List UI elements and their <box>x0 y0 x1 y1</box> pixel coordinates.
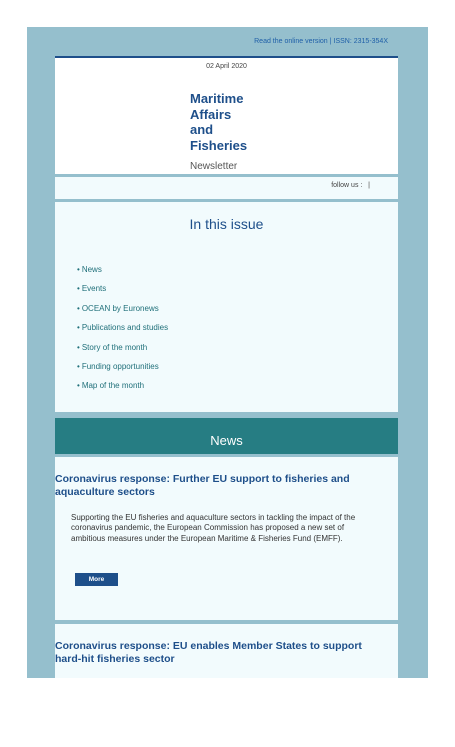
bullet-icon: • <box>77 342 80 352</box>
newsletter-frame <box>27 27 428 678</box>
issue-date: 02 April 2020 <box>206 63 247 70</box>
top-bar <box>27 27 428 55</box>
bullet-icon: • <box>77 323 80 333</box>
top-separator: | <box>329 38 332 45</box>
bullet-icon: • <box>77 284 80 294</box>
issn-text: ISSN: 2315-354X <box>333 38 388 45</box>
in-this-issue-panel <box>55 202 398 412</box>
newsletter-title <box>190 91 247 153</box>
title-line: Maritime <box>190 91 244 106</box>
news-section-band <box>55 418 398 454</box>
issue-link-funding[interactable]: • Funding opportunities <box>77 361 159 371</box>
issue-link-ocean[interactable]: • OCEAN by Euronews <box>77 303 159 313</box>
issue-list <box>77 265 168 401</box>
title-line: Affairs <box>190 106 232 122</box>
online-version-link[interactable]: Read the online version <box>254 38 328 45</box>
follow-bar <box>55 177 398 199</box>
in-this-issue-heading: In this issue <box>189 216 264 232</box>
bullet-icon: • <box>77 361 80 371</box>
newsletter-header <box>55 56 398 174</box>
bullet-icon: • <box>77 381 80 391</box>
issue-link-news[interactable]: • News <box>77 265 102 274</box>
title-line: Fisheries <box>190 137 248 153</box>
newsletter-subtitle: Newsletter <box>190 161 238 172</box>
article-title[interactable]: Coronavirus response: Further EU support to fisheries and aquaculture sectors <box>55 473 350 498</box>
issue-link-story[interactable]: • Story of the month <box>77 342 148 352</box>
issue-link-events[interactable]: • Events <box>77 284 107 294</box>
top-links <box>254 38 388 45</box>
bullet-icon: • <box>77 265 80 274</box>
issue-link-publications[interactable]: • Publications and studies <box>77 323 169 333</box>
article-body: Supporting the EU fisheries and aquaculture sectors in tackling the impact of the coronavirus pandemic, the European Commission has proposed a new set of ambitious measures under the European Maritime & Fisheries Fund (EMFF). <box>71 513 356 543</box>
news-article <box>55 457 398 620</box>
follow-us <box>331 182 370 189</box>
issue-link-map[interactable]: • Map of the month <box>77 381 145 391</box>
follow-us-label: follow us : <box>331 182 363 189</box>
bullet-icon: • <box>77 303 80 313</box>
more-button[interactable]: More <box>75 573 118 586</box>
title-line: and <box>190 122 214 137</box>
follow-separator: | <box>368 182 370 189</box>
article-title[interactable]: Coronavirus response: EU enables Member States to support hard-hit fisheries sector <box>55 640 362 665</box>
news-heading: News <box>210 433 243 448</box>
news-article <box>55 624 398 678</box>
